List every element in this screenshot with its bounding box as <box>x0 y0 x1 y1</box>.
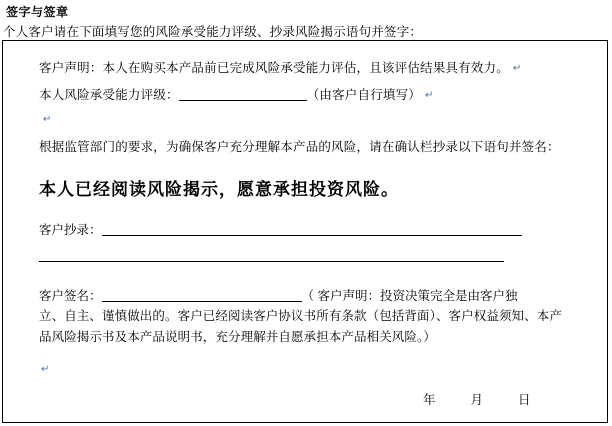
customer-statement-text: 本人在购买本产品前已完成风险承受能力评估，且该评估结果具有效力。 <box>102 61 509 75</box>
customer-statement-label: 客户声明： <box>39 61 103 75</box>
declaration-text: 立、自主、谨慎做出的。客户已经阅读客户协议书所有条款（包括背面）、客户权益须知、本产品风险揭示书及本产品说明书，充分理解并自愿承担本产品相关风险。） <box>39 309 562 344</box>
date-fields <box>423 390 532 408</box>
copy-row <box>39 220 591 238</box>
signature-input[interactable] <box>102 288 302 302</box>
risk-rating-label: 本人风险承受能力评级： <box>39 88 179 102</box>
paragraph-mark-icon: ↵ <box>41 364 50 375</box>
customer-statement-line <box>39 55 591 82</box>
copy-input[interactable] <box>102 222 522 236</box>
signature-box <box>2 40 608 423</box>
pledge-statement: 本人已经阅读风险揭示，愿意承担投资风险。 <box>39 180 399 199</box>
paragraph-mark-icon: ↵ <box>512 63 522 74</box>
risk-rating-hint: （由客户自行填写） <box>306 88 422 102</box>
paragraph-mark-icon: ↵ <box>43 114 52 125</box>
paragraph-mark-icon: ↵ <box>425 90 434 101</box>
date-day-label: 日 <box>518 393 532 407</box>
date-month-label: 月 <box>470 393 485 407</box>
copy-label: 客户抄录： <box>39 223 102 237</box>
copy-second-line[interactable] <box>39 260 504 262</box>
intro-instruction: 个人客户请在下面填写您的风险承受能力评级、抄录风险揭示语句并签字： <box>3 25 423 39</box>
declaration-open: （ 客户声明：投资决策完全是由客户独 <box>301 289 518 303</box>
risk-rating-line <box>39 82 591 109</box>
spacer-line <box>39 109 591 129</box>
page-title: 签字与签章 <box>6 5 69 19</box>
risk-rating-input[interactable] <box>179 87 307 101</box>
date-year-label: 年 <box>423 393 437 407</box>
requirement-line: 根据监管部门的要求，为确保客户充分理解本产品的风险，请在确认栏抄录以下语句并签名： <box>39 140 560 154</box>
signature-box-content <box>39 55 591 375</box>
signature-row <box>39 286 591 304</box>
signature-label: 客户签名： <box>39 289 102 303</box>
